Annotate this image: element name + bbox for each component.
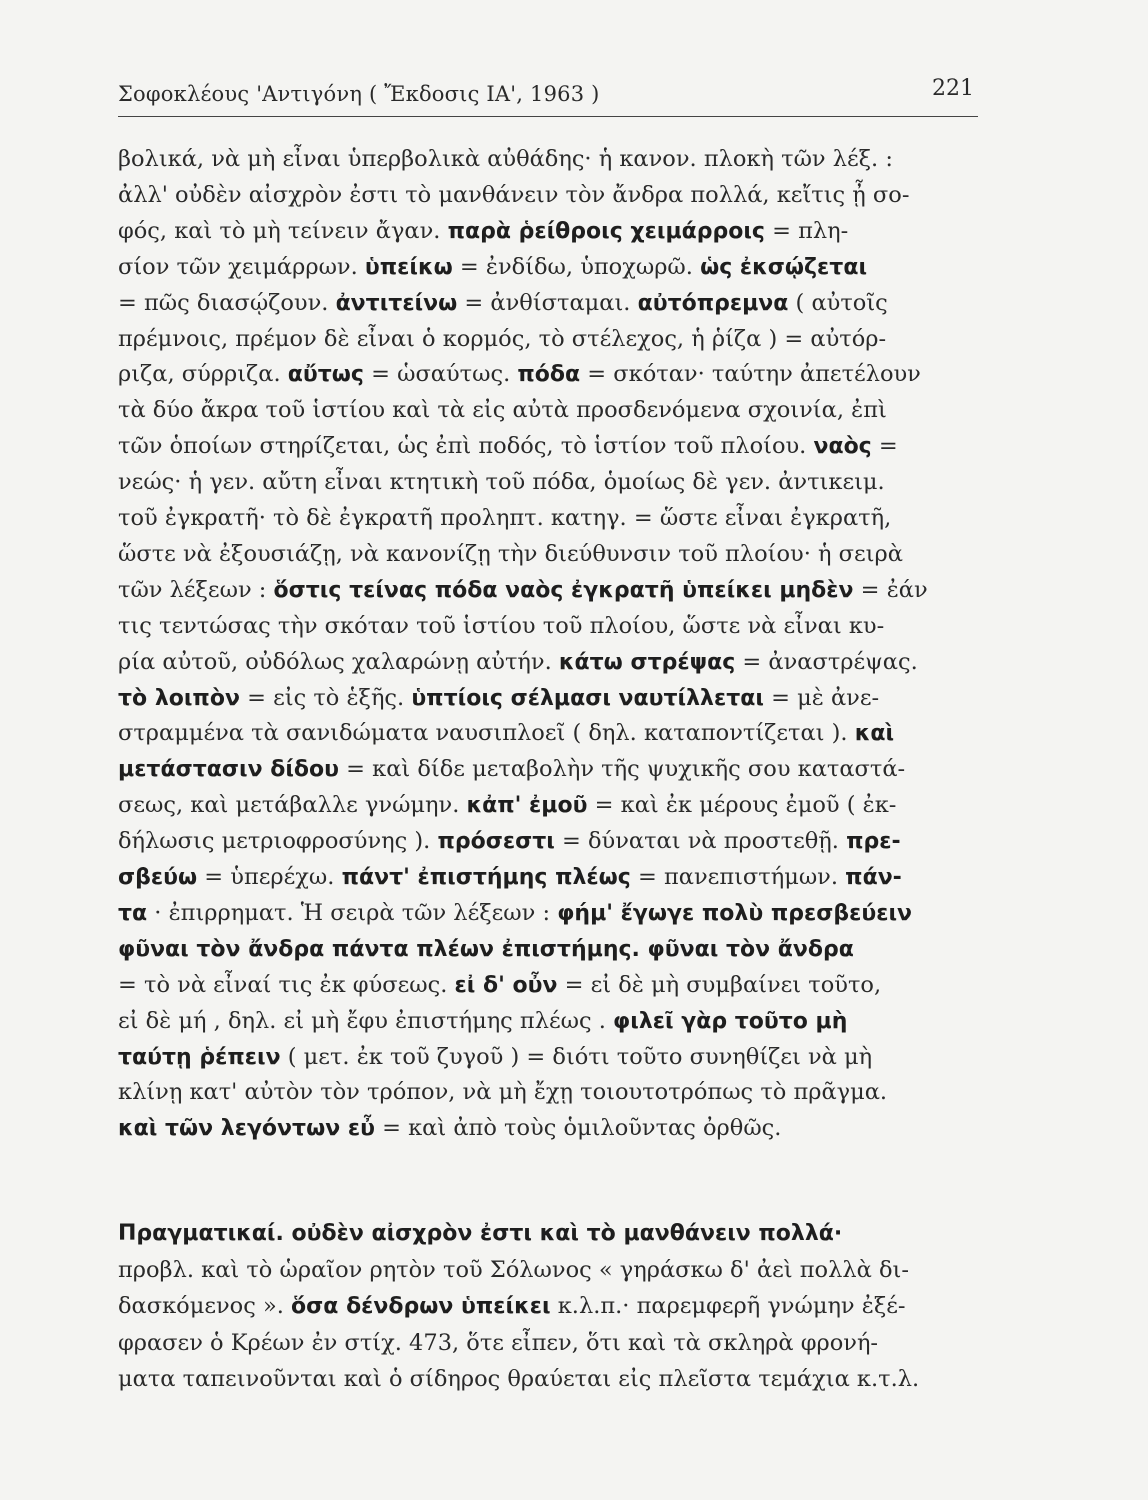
lemma-term: πόδα bbox=[517, 362, 581, 388]
lemma-term: ὑπείκω bbox=[364, 254, 453, 280]
lemma-term: τὸ λοιπὸν bbox=[118, 685, 240, 711]
gloss-text: πρέμνοις, πρέμον δὲ εἶναι ὁ κορμός, τὸ στέλεχος, ἡ ῥίζα ) = αὐτόρ- bbox=[118, 325, 887, 352]
gloss-text: = καὶ ἀπὸ τοὺς ὁμιλοῦντας ὀρθῶς. bbox=[374, 1115, 782, 1142]
gloss-text: = σκόταν· ταύτην ἀπετέλουν bbox=[580, 361, 921, 388]
gloss-text: ἀλλ' οὐδὲν αἰσχρὸν ἐστι τὸ μανθάνειν τὸν ἄνδρα πολλά, κεἴτις ᾖ σο- bbox=[118, 181, 910, 208]
text-line bbox=[118, 1113, 781, 1143]
text-line bbox=[118, 1364, 919, 1394]
text-line bbox=[118, 1077, 887, 1107]
text-line bbox=[118, 359, 921, 389]
gloss-text: = ἐάν bbox=[853, 576, 928, 603]
lemma-term: πρόσεστι bbox=[437, 829, 555, 855]
lemma-term: πάν- bbox=[845, 865, 902, 890]
gloss-text: κλίνῃ κατ' αὐτὸν τὸν τρόπον, νὰ μὴ ἔχῃ τοιουτοτρόπως τὸ πρᾶγμα. bbox=[118, 1079, 888, 1106]
lemma-term: παρὰ ῥείθροις χειμάρροις bbox=[447, 218, 765, 244]
lemma-term: καὶ τῶν λεγόντων εὖ bbox=[118, 1116, 375, 1142]
gloss-text: ( μετ. ἐκ τοῦ ζυγοῦ ) = διότι τοῦτο συνηθίζει νὰ μὴ bbox=[280, 1043, 873, 1070]
text-line bbox=[118, 467, 885, 497]
gloss-text: · ἐπιρρηματ. Ἡ σειρὰ τῶν λέξεων : bbox=[147, 899, 558, 926]
text-line bbox=[118, 431, 898, 461]
gloss-text: ριζα, σύρριζα. bbox=[118, 361, 288, 388]
gloss-text: = ἐνδίδω, ὑποχωρῶ. bbox=[452, 253, 701, 280]
lemma-term: κἀπ' ἐμοῦ bbox=[466, 793, 588, 819]
gloss-text: σεως, καὶ μετάβαλλε γνώμην. bbox=[118, 792, 467, 819]
text-line bbox=[118, 1291, 906, 1321]
lemma-term: τα bbox=[118, 900, 148, 926]
page-number: 221 bbox=[932, 76, 974, 101]
gloss-text: φός, καὶ τὸ μὴ τείνειν ἄγαν. bbox=[118, 217, 448, 244]
gloss-text: = πανεπιστήμων. bbox=[630, 864, 846, 890]
lemma-term: εἰ δ' οὖν bbox=[454, 972, 558, 998]
text-line bbox=[118, 1328, 878, 1358]
text-line bbox=[118, 288, 888, 318]
lemma-term: ταύτῃ ῥέπειν bbox=[118, 1044, 281, 1070]
running-header bbox=[118, 74, 978, 117]
text-line bbox=[118, 324, 886, 354]
gloss-text: = πῶς διασῴζουν. bbox=[118, 289, 336, 316]
gloss-text: κ.λ.π.· παρεμφερῆ γνώμην ἐξέ- bbox=[550, 1293, 906, 1319]
text-line bbox=[118, 575, 928, 605]
text-line bbox=[118, 862, 902, 892]
text-line bbox=[118, 934, 854, 964]
lemma-term: μετάστασιν δίδου bbox=[118, 757, 339, 783]
text-line bbox=[118, 790, 896, 820]
lemma-term: πρε- bbox=[846, 829, 901, 855]
gloss-text: = δύναται νὰ προστεθῇ. bbox=[554, 828, 847, 855]
gloss-text: = bbox=[871, 433, 898, 460]
gloss-text: τῶν λέξεων : bbox=[118, 576, 274, 603]
lemma-term: ὡς ἐκσῴζεται bbox=[700, 254, 868, 280]
lemma-term: ὑπτίοις σέλμασι ναυτίλλεται bbox=[411, 685, 764, 711]
lemma-term: ἀντιτείνω bbox=[335, 290, 458, 316]
gloss-text: σίον τῶν χειμάρρων. bbox=[118, 253, 365, 280]
gloss-text: = εἰ δὲ μὴ συμβαίνει τοῦτο, bbox=[557, 971, 882, 998]
gloss-text: = ὑπερέχω. bbox=[197, 864, 342, 890]
gloss-text: ματα ταπεινοῦνται καὶ ὁ σίδηρος θραύεται εἰς πλεῖστα τεμάχια κ.τ.λ. bbox=[118, 1366, 920, 1392]
lemma-term: φῦναι τὸν ἄνδρα πάντα πλέων ἐπιστήμης. φῦναι τὸν ἄνδρα bbox=[118, 936, 854, 962]
gloss-text: = καὶ δίδε μεταβολὴν τῆς ψυχικῆς σου καταστά- bbox=[339, 756, 906, 783]
gloss-text: νεώς· ἡ γεν. αὔτη εἶναι κτητικὴ τοῦ πόδα, ὁμοίως δὲ γεν. ἀντικειμ. bbox=[118, 469, 885, 496]
gloss-text: ( αὐτοῖς bbox=[788, 289, 888, 316]
gloss-text: = ἀνθίσταμαι. bbox=[457, 289, 638, 316]
lemma-term: αὐτόπρεμνα bbox=[637, 290, 789, 316]
text-line bbox=[118, 1218, 842, 1248]
text-line bbox=[118, 826, 901, 856]
lemma-term: κάτω στρέψας bbox=[558, 649, 736, 675]
lemma-term: πάντ' ἐπιστήμης πλέως bbox=[341, 865, 631, 890]
text-line bbox=[118, 144, 893, 174]
gloss-text: = εἰς τὸ ἑξῆς. bbox=[239, 684, 412, 711]
gloss-text: = πλη- bbox=[764, 217, 849, 244]
lemma-term: φιλεῖ γὰρ τοῦτο μὴ bbox=[613, 1008, 848, 1034]
text-line bbox=[118, 252, 867, 282]
text-line bbox=[118, 611, 884, 641]
gloss-text: ὥστε νὰ ἐξουσιάζῃ, νὰ κανονίζῃ τὴν διεύθυνσιν τοῦ πλοίου· ἡ σειρὰ bbox=[118, 540, 903, 567]
gloss-text: προβλ. καὶ τὸ ὡραῖον ρητὸν τοῦ Σόλωνος « γηράσκω δ' ἀεὶ πολλὰ δι- bbox=[118, 1256, 909, 1283]
text-line bbox=[118, 718, 894, 748]
text-line bbox=[118, 539, 903, 569]
text-line bbox=[118, 898, 912, 928]
gloss-text: τῶν ὁποίων στηρίζεται, ὡς ἐπὶ ποδός, τὸ ἱστίον τοῦ πλοίου. bbox=[118, 433, 814, 460]
lemma-term: ναὸς bbox=[813, 434, 872, 460]
gloss-text: ρία αὐτοῦ, οὐδόλως χαλαρώνῃ αὐτήν. bbox=[118, 648, 559, 675]
text-line bbox=[118, 180, 909, 210]
text-line bbox=[118, 754, 905, 784]
lemma-term: καὶ bbox=[854, 721, 895, 747]
lemma-term: σβεύω bbox=[118, 865, 198, 890]
text-line bbox=[118, 1255, 909, 1285]
text-line bbox=[118, 647, 918, 677]
text-line bbox=[118, 503, 891, 533]
gloss-text: δήλωσις μετριοφροσύνης ). bbox=[118, 828, 438, 855]
text-line bbox=[118, 1042, 872, 1072]
gloss-text: στραμμένα τὰ σανιδώματα ναυσιπλοεῖ ( δηλ. καταποντίζεται ). bbox=[118, 720, 855, 747]
text-line bbox=[118, 683, 879, 713]
gloss-text: = μὲ ἀνε- bbox=[763, 684, 880, 711]
lemma-term: Πραγματικαί. οὐδὲν αἰσχρὸν ἐστι καὶ τὸ μανθάνειν πολλά· bbox=[118, 1221, 843, 1246]
gloss-text: τὰ δύο ἄκρα τοῦ ἱστίου καὶ τὰ εἰς αὐτὰ προσδενόμενα σχοινία, ἐπὶ bbox=[118, 397, 887, 424]
gloss-text: φρασεν ὁ Κρέων ἐν στίχ. 473, ὅτε εἶπεν, ὅτι καὶ τὰ σκληρὰ φρονή- bbox=[118, 1329, 879, 1356]
running-title: Σοφοκλέους 'Αντιγόνη ( Ἔκδοσις ΙΑ', 1963 ) bbox=[118, 82, 600, 106]
gloss-text: = καὶ ἐκ μέρους ἐμοῦ ( ἐκ- bbox=[587, 792, 897, 819]
lemma-term: φήμ' ἔγωγε πολὺ πρεσβεύειν bbox=[557, 900, 913, 926]
text-line bbox=[118, 216, 848, 246]
gloss-text: βολικά, νὰ μὴ εἶναι ὑπερβολικὰ αὐθάδης· ἡ κανον. πλοκὴ τῶν λέξ. : bbox=[118, 146, 893, 172]
gloss-text: εἰ δὲ μή , δηλ. εἰ μὴ ἔφυ ἐπιστήμης πλέως . bbox=[118, 1007, 614, 1034]
gloss-text: δασκόμενος ». bbox=[118, 1293, 292, 1319]
gloss-text: = ἀναστρέψας. bbox=[735, 648, 918, 675]
text-line bbox=[118, 970, 881, 1000]
lemma-term: ὅστις τείνας πόδα ναὸς ἐγκρατῆ ὑπείκει μηδὲν bbox=[273, 577, 854, 603]
text-line bbox=[118, 395, 887, 425]
lemma-term: αὔτως bbox=[287, 362, 364, 388]
gloss-text: = ὡσαύτως. bbox=[363, 361, 518, 388]
gloss-text: τις τεντώσας τὴν σκόταν τοῦ ἱστίου τοῦ πλοίου, ὥστε νὰ εἶναι κυ- bbox=[118, 612, 885, 639]
gloss-text: = τὸ νὰ εἶναί τις ἐκ φύσεως. bbox=[118, 971, 455, 998]
gloss-text: τοῦ ἐγκρατῆ· τὸ δὲ ἐγκρατῆ προληπτ. κατηγ. = ὥστε εἶναι ἐγκρατῆ, bbox=[118, 505, 892, 531]
lemma-term: ὅσα δένδρων ὑπείκει bbox=[291, 1294, 551, 1319]
text-line bbox=[118, 1006, 847, 1036]
